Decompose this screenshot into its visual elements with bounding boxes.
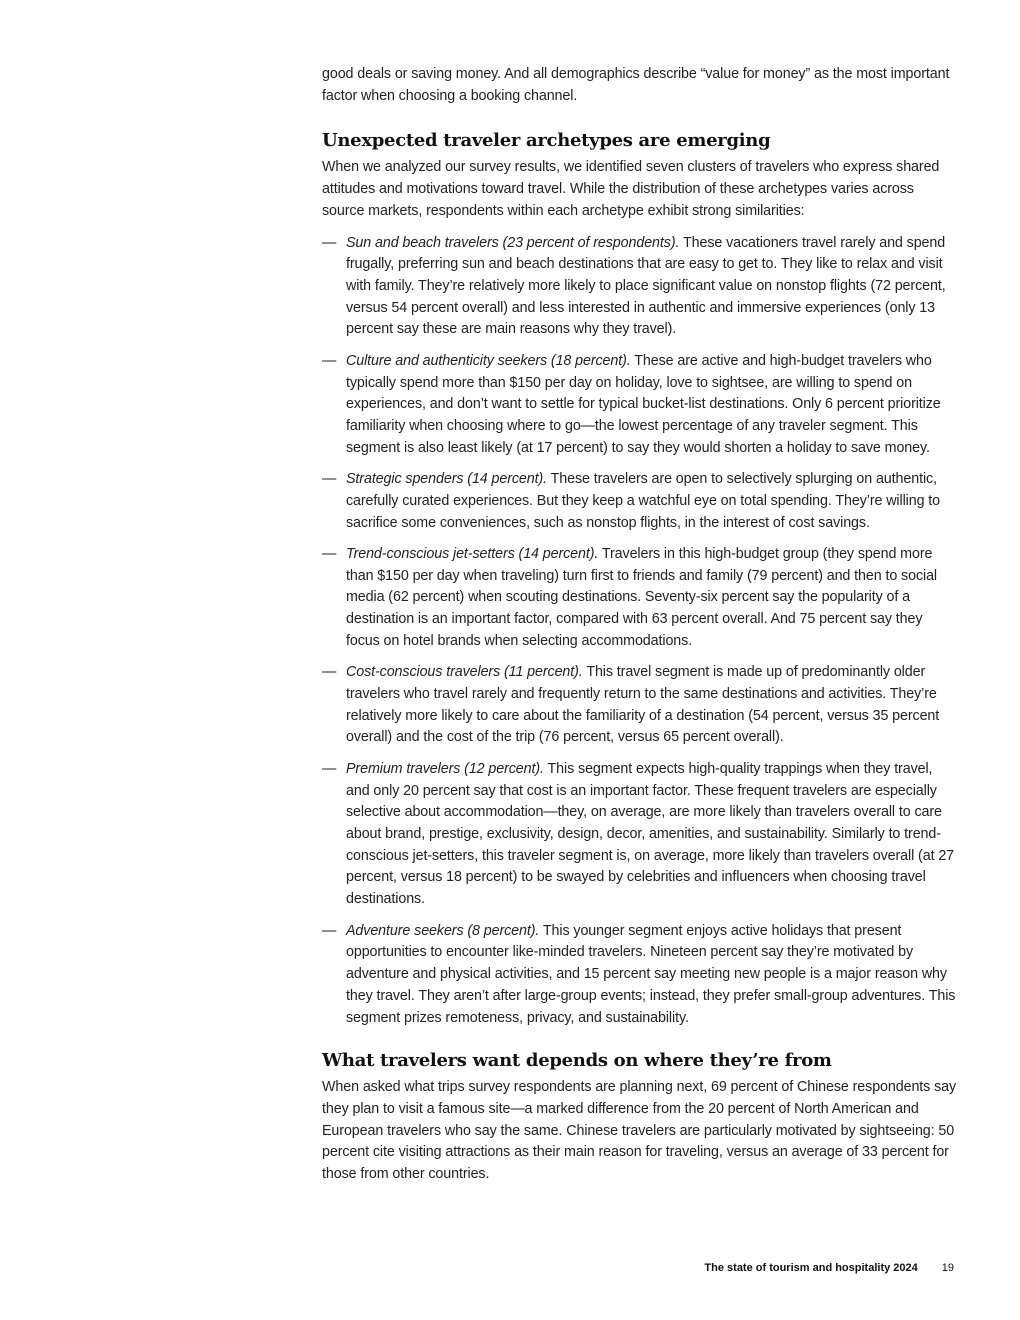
report-title: The state of tourism and hospitality 2024 (704, 1262, 918, 1274)
list-item (322, 921, 958, 1030)
bullet-lead: Culture and authenticity seekers (18 percent). (346, 352, 631, 369)
list-item (322, 662, 958, 749)
list-item (322, 351, 958, 460)
dash-bullet: — (322, 546, 337, 563)
list-item (322, 759, 958, 911)
bullet-lead: Strategic spenders (14 percent). (346, 471, 548, 488)
bullet-text: This segment expects high-quality trappings when they travel, and only 20 percent say that cost is an important factor. These frequent travelers are especially selective about accommodation—they, on average, are more likely than travelers overall to care about brand, prestige, exclusivity, design, decor, amenities, and sustainability. Similarly to trend-conscious jet-setters, this traveler segment is, on average, more likely than travelers overall (at 27 percent, versus 18 percent) to be swayed by celebrities and influencers when choosing travel destinations. (346, 760, 955, 908)
bullet-text: This younger segment enjoys active holidays that present opportunities to encounter like-minded travelers. Nineteen percent say they’re motivated by adventure and physical activities, and 15 percent say meeting new people is a major reason why they travel. They aren’t after large-group events; instead, they prefer small-group adventures. This segment prizes remoteness, privacy, and sustainability. (346, 922, 956, 1026)
archetypes-paragraph: When we analyzed our survey results, we identified seven clusters of travelers who express shared attitudes and motivations toward travel. While the distribution of these archetypes varies across source markets, respondents within each archetype exhibit strong similarities: (322, 159, 940, 219)
dash-bullet: — (322, 664, 337, 681)
bullet-text: These travelers are open to selectively splurging on authentic, carefully curated experiences. But they keep a watchful eye on total spending. They’re willing to sacrifice some conveniences, such as nonstop flights, in the interest of cost savings. (346, 471, 941, 531)
intro-paragraph: good deals or saving money. And all demographics describe “value for money” as the most important factor when choosing a booking channel. (322, 66, 950, 104)
archetype-list (322, 233, 958, 1030)
bullet-lead: Premium travelers (12 percent). (346, 760, 544, 777)
section-heading-origin: What travelers want depends on where they’re from (322, 1050, 832, 1072)
bullet-lead: Sun and beach travelers (23 percent of respondents). (346, 234, 680, 251)
dash-bullet: — (322, 352, 337, 369)
bullet-text: Travelers in this high-budget group (they spend more than $150 per day when traveling) turn first to friends and family (79 percent) and then to social media (62 percent) when scouting destinations. Seventy-six percent say the popularity of a destination is an important factor, compared with 63 percent overall. And 75 percent say they focus on hotel brands when selecting accommodations. (346, 546, 938, 649)
dash-bullet: — (322, 234, 337, 251)
bullet-text: These vacationers travel rarely and spend frugally, preferring sun and beach destinations that are easy to get to. They like to relax and visit with family. They’re relatively more likely to place significant value on nonstop flights (72 percent, versus 54 percent overall) and less interested in authentic and immersive experiences (only 13 percent say these are main reasons why they travel). (346, 234, 946, 338)
list-item (322, 544, 958, 653)
list-item (322, 469, 958, 534)
list-item (322, 233, 958, 342)
page-number: 19 (941, 1262, 954, 1274)
bullet-lead: Trend-conscious jet-setters (14 percent). (346, 546, 599, 563)
dash-bullet: — (322, 760, 337, 777)
bullet-lead: Cost-conscious travelers (11 percent). (346, 664, 583, 681)
bullet-lead: Adventure seekers (8 percent). (346, 922, 540, 939)
origin-paragraph: When asked what trips survey respondents are planning next, 69 percent of Chinese respondents say they plan to visit a famous site—a marked difference from the 20 percent of North American and European travelers who say the same. Chinese travelers are particularly motivated by sightseeing: 50 percent cite visiting attractions as their main reason for traveling, versus an average of 33 percent for those from other countries. (322, 1079, 957, 1183)
article-body (322, 64, 958, 1186)
dash-bullet: — (322, 471, 337, 488)
dash-bullet: — (322, 922, 337, 939)
bullet-text: This travel segment is made up of predominantly older travelers who travel rarely and frequently return to the same destinations and activities. They’re relatively more likely to care about the familiarity of a destination (54 percent, versus 35 percent overall) and the cost of the trip (76 percent, versus 65 percent overall). (346, 664, 940, 746)
bullet-text: These are active and high-budget travelers who typically spend more than $150 per day on holiday, love to sightsee, are willing to spend on experiences, and don’t want to settle for typical bucket-list destinations. Only 6 percent prioritize familiarity when choosing where to go—the lowest percentage of any traveler segment. This segment is also least likely (at 17 percent) to say they would shorten a holiday to save money. (346, 352, 941, 456)
page-footer (704, 1262, 954, 1274)
section-heading-archetypes: Unexpected traveler archetypes are emerging (322, 130, 771, 152)
